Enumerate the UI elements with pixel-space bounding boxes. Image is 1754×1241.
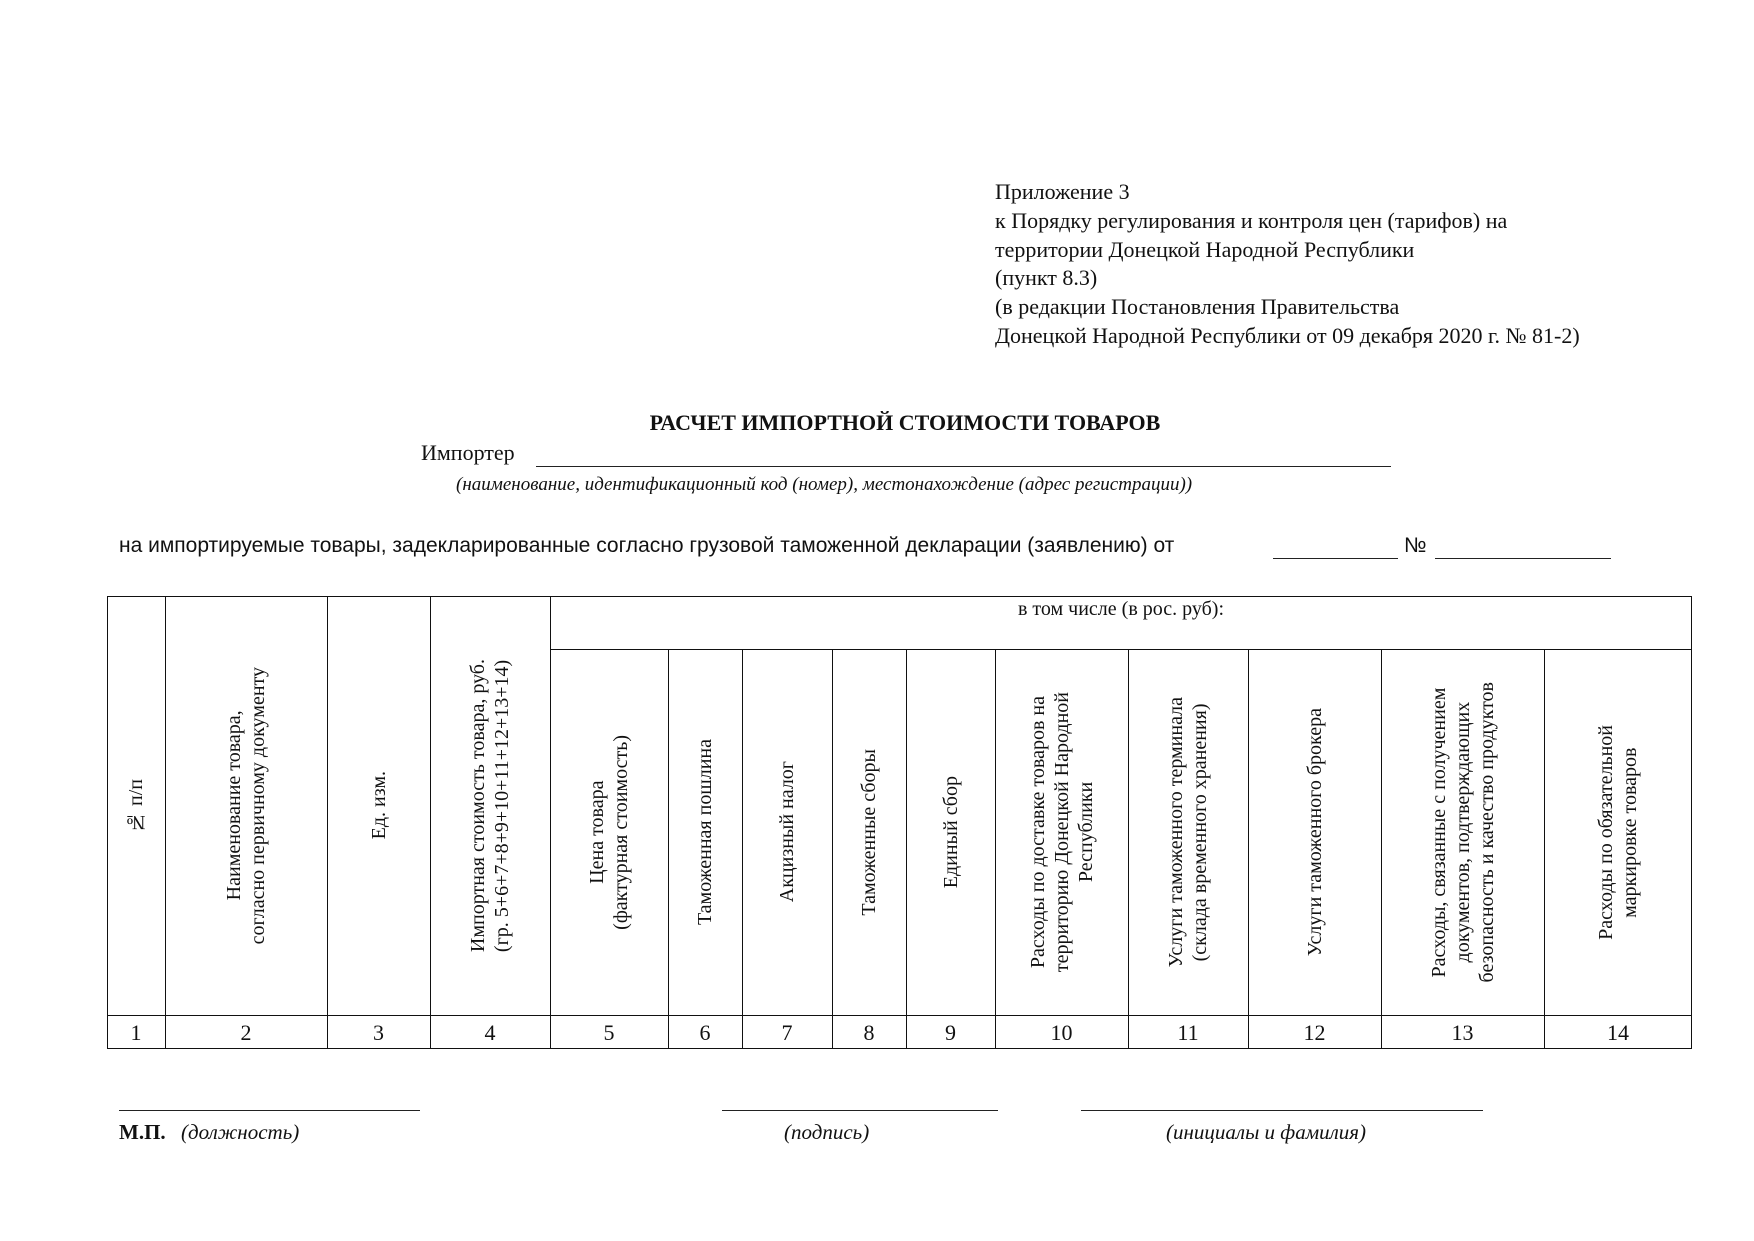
column-header-cell	[327, 598, 430, 1013]
column-number: 12	[1303, 1020, 1326, 1045]
column-header: Таможенная пошлина	[694, 738, 716, 926]
appendix-line: (в редакции Постановления Правительства	[995, 294, 1400, 320]
appendix-note	[995, 178, 1580, 351]
column-header: Расходы, связанные с получением документов, подтверждающих безопасность и качество продуктов	[1427, 681, 1498, 983]
declaration-text: на импортируемые товары, задекларированные согласно грузовой таможенной декларации (заявлению) от	[119, 534, 1175, 557]
position-label: (должность)	[181, 1120, 300, 1144]
column-header: Расходы по обязательной маркировке товаров	[1595, 724, 1641, 940]
group-divider	[550, 649, 1692, 650]
column-header-cell	[165, 598, 327, 1013]
column-header-cell	[1381, 651, 1544, 1013]
signature-label: (подпись)	[784, 1120, 870, 1144]
importer-caption: (наименование, идентификационный код (номер), местонахождение (адрес регистрации))	[456, 474, 1193, 495]
document-title: РАСЧЕТ ИМПОРТНОЙ СТОИМОСТИ ТОВАРОВ	[649, 410, 1161, 435]
appendix-line: к Порядку регулирования и контроля цен (тарифов) на	[995, 207, 1508, 233]
column-header-cell	[430, 598, 550, 1013]
column-number: 8	[863, 1020, 875, 1045]
column-header-cell	[995, 651, 1128, 1013]
importer-field[interactable]	[536, 446, 1391, 467]
column-number: 9	[945, 1020, 956, 1045]
column-header: Единый сбор	[939, 775, 962, 889]
column-header: Ед. изм.	[367, 771, 390, 840]
column-header: Таможенные сборы	[858, 748, 880, 916]
column-number: 11	[1177, 1020, 1199, 1045]
column-header: Цена товара (фактурная стоимость)	[586, 734, 632, 930]
column-number: 13	[1451, 1020, 1474, 1045]
column-header-cell	[550, 651, 668, 1013]
column-header: Услуги таможенного терминала (склада временного хранения)	[1165, 696, 1211, 968]
column-number: 5	[603, 1020, 615, 1045]
column-header-cell	[1544, 651, 1692, 1013]
column-number: 10	[1050, 1020, 1073, 1045]
declaration-date-field[interactable]	[1273, 538, 1398, 559]
column-number: 3	[373, 1020, 384, 1045]
column-header-cell	[107, 598, 165, 1013]
column-header-cell	[906, 651, 995, 1013]
appendix-line: (пункт 8.3)	[995, 265, 1098, 291]
column-header: Наименование товара, согласно первичному документу	[223, 666, 269, 945]
declaration-number-sign: №	[1404, 534, 1427, 557]
column-number: 6	[699, 1020, 711, 1045]
column-header: Импортная стоимость товара, руб. (гр. 5+6+7+8+9+10+11+12+13+14)	[467, 658, 513, 953]
signature-line[interactable]	[722, 1090, 998, 1111]
appendix-line: Приложение 3	[995, 179, 1130, 204]
appendix-line: Донецкой Народной Республики от 09 декабря 2020 г. № 81-2)	[995, 322, 1580, 348]
column-header: Акцизный налог	[776, 761, 798, 903]
column-number: 7	[781, 1020, 793, 1045]
column-header-cell	[832, 651, 906, 1013]
column-header-cell	[1248, 651, 1381, 1013]
column-header-cell	[1128, 651, 1248, 1013]
column-number: 4	[484, 1020, 496, 1045]
column-number: 1	[130, 1020, 142, 1045]
stamp-place-label: М.П.	[119, 1120, 166, 1144]
column-number: 2	[240, 1020, 252, 1045]
appendix-line: территории Донецкой Народной Республики	[995, 236, 1415, 262]
column-number: 14	[1607, 1020, 1629, 1045]
column-header: Услуги таможенного брокера	[1303, 707, 1326, 957]
column-header: Расходы по доставке товаров на территорию Донецкой Народной Республики	[1026, 691, 1097, 973]
name-line[interactable]	[1081, 1090, 1483, 1111]
declaration-number-field[interactable]	[1435, 538, 1611, 559]
position-line[interactable]	[119, 1090, 420, 1111]
column-header-cell	[668, 651, 742, 1013]
column-header: № п/п	[125, 778, 147, 833]
name-label: (инициалы и фамилия)	[1166, 1120, 1367, 1144]
column-header-cell	[742, 651, 832, 1013]
number-row-divider	[107, 1015, 1692, 1016]
importer-label: Импортер	[421, 440, 515, 465]
group-header: в том числе (в рос. руб):	[1017, 598, 1225, 620]
